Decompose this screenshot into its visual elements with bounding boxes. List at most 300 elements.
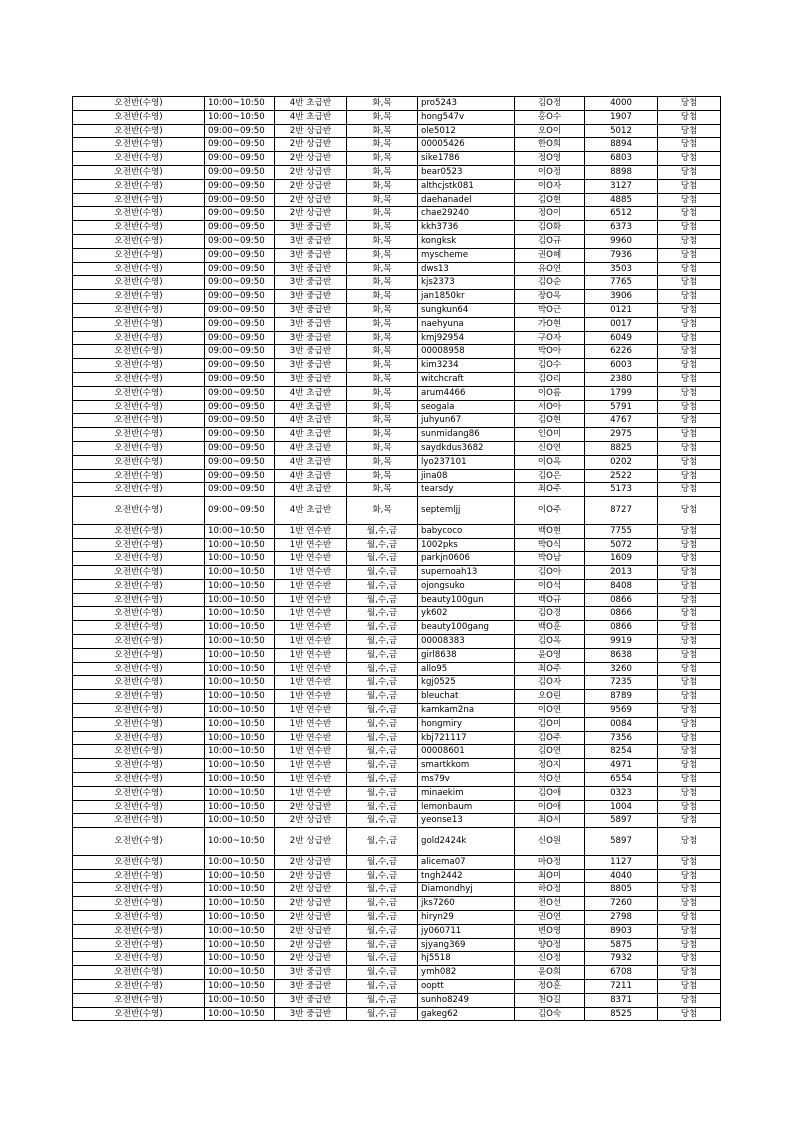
result-cell: 당첨 [658, 497, 721, 525]
result-cell: 당첨 [658, 97, 721, 111]
days-cell: 월,수,금 [347, 924, 418, 938]
applicant-name-cell: 석O선 [515, 773, 585, 787]
table-row [73, 966, 721, 980]
applicant-name-cell: 한O희 [515, 138, 585, 152]
days-cell: 화,목 [347, 372, 418, 386]
result-cell: 당첨 [658, 455, 721, 469]
result-cell: 당첨 [658, 152, 721, 166]
time-cell: 09:00~09:50 [205, 386, 275, 400]
class-cell: 4반 초급반 [275, 97, 347, 111]
course-cell: 오전반(수영) [73, 359, 205, 373]
class-cell: 3반 중급반 [275, 317, 347, 331]
result-cell: 당첨 [658, 786, 721, 800]
table-row [73, 786, 721, 800]
code-cell: 6512 [585, 207, 658, 221]
course-cell: 오전반(수영) [73, 690, 205, 704]
user-id-cell: Diamondhyj [418, 883, 515, 897]
table-row [73, 897, 721, 911]
code-cell: 3906 [585, 290, 658, 304]
code-cell: 5012 [585, 124, 658, 138]
class-cell: 1반 연수반 [275, 552, 347, 566]
time-cell: 10:00~10:50 [205, 828, 275, 856]
table-row [73, 331, 721, 345]
result-cell: 당첨 [658, 469, 721, 483]
days-cell: 화,목 [347, 414, 418, 428]
time-cell: 10:00~10:50 [205, 993, 275, 1007]
class-cell: 4반 초급반 [275, 414, 347, 428]
days-cell: 월,수,금 [347, 855, 418, 869]
course-cell: 오전반(수영) [73, 911, 205, 925]
time-cell: 10:00~10:50 [205, 938, 275, 952]
result-cell: 당첨 [658, 924, 721, 938]
days-cell: 화,목 [347, 262, 418, 276]
time-cell: 09:00~09:50 [205, 276, 275, 290]
days-cell: 월,수,금 [347, 662, 418, 676]
class-cell: 2반 상급반 [275, 179, 347, 193]
class-cell: 1반 연수반 [275, 635, 347, 649]
table-row [73, 538, 721, 552]
time-cell: 09:00~09:50 [205, 221, 275, 235]
days-cell: 화,목 [347, 97, 418, 111]
days-cell: 월,수,금 [347, 593, 418, 607]
result-cell: 당첨 [658, 110, 721, 124]
course-cell: 오전반(수영) [73, 179, 205, 193]
result-cell: 당첨 [658, 911, 721, 925]
class-cell: 4반 초급반 [275, 469, 347, 483]
days-cell: 월,수,금 [347, 552, 418, 566]
result-cell: 당첨 [658, 1007, 721, 1021]
course-cell: 오전반(수영) [73, 1007, 205, 1021]
time-cell: 10:00~10:50 [205, 635, 275, 649]
result-cell: 당첨 [658, 345, 721, 359]
code-cell: 1907 [585, 110, 658, 124]
result-cell: 당첨 [658, 262, 721, 276]
class-cell: 1반 연수반 [275, 662, 347, 676]
result-cell: 당첨 [658, 607, 721, 621]
days-cell: 월,수,금 [347, 800, 418, 814]
table-row [73, 483, 721, 497]
time-cell: 10:00~10:50 [205, 897, 275, 911]
result-cell: 당첨 [658, 566, 721, 580]
table-row [73, 414, 721, 428]
course-cell: 오전반(수영) [73, 924, 205, 938]
result-cell: 당첨 [658, 317, 721, 331]
course-cell: 오전반(수영) [73, 234, 205, 248]
user-id-cell: sunmidang86 [418, 428, 515, 442]
user-id-cell: jan1850kr [418, 290, 515, 304]
code-cell: 9960 [585, 234, 658, 248]
user-id-cell: hiryn29 [418, 911, 515, 925]
code-cell: 0323 [585, 786, 658, 800]
days-cell: 월,수,금 [347, 635, 418, 649]
user-id-cell: sike1786 [418, 152, 515, 166]
days-cell: 화,목 [347, 331, 418, 345]
code-cell: 8903 [585, 924, 658, 938]
days-cell: 화,목 [347, 497, 418, 525]
time-cell: 09:00~09:50 [205, 179, 275, 193]
time-cell: 09:00~09:50 [205, 345, 275, 359]
time-cell: 09:00~09:50 [205, 193, 275, 207]
days-cell: 화,목 [347, 276, 418, 290]
applicant-name-cell: 가O현 [515, 317, 585, 331]
time-cell: 10:00~10:50 [205, 814, 275, 828]
class-cell: 4반 초급반 [275, 497, 347, 525]
class-cell: 3반 중급반 [275, 303, 347, 317]
days-cell: 월,수,금 [347, 786, 418, 800]
code-cell: 7211 [585, 980, 658, 994]
table-row [73, 635, 721, 649]
user-id-cell: alicema07 [418, 855, 515, 869]
table-row [73, 759, 721, 773]
applicant-name-cell: 김O정 [515, 97, 585, 111]
time-cell: 10:00~10:50 [205, 731, 275, 745]
user-id-cell: gold2424k [418, 828, 515, 856]
code-cell: 8825 [585, 441, 658, 455]
result-cell: 당첨 [658, 234, 721, 248]
days-cell: 화,목 [347, 428, 418, 442]
user-id-cell: 00008601 [418, 745, 515, 759]
result-cell: 당첨 [658, 635, 721, 649]
table-row [73, 317, 721, 331]
days-cell: 화,목 [347, 483, 418, 497]
result-cell: 당첨 [658, 276, 721, 290]
user-id-cell: kamkam2na [418, 704, 515, 718]
result-cell: 당첨 [658, 221, 721, 235]
user-id-cell: ole5012 [418, 124, 515, 138]
time-cell: 10:00~10:50 [205, 717, 275, 731]
class-cell: 2반 상급반 [275, 924, 347, 938]
result-cell: 당첨 [658, 414, 721, 428]
user-id-cell: 00005426 [418, 138, 515, 152]
result-cell: 당첨 [658, 828, 721, 856]
table-row [73, 441, 721, 455]
applicant-name-cell: 김O은 [515, 469, 585, 483]
table-row [73, 193, 721, 207]
course-cell: 오전반(수영) [73, 262, 205, 276]
table-row [73, 234, 721, 248]
time-cell: 09:00~09:50 [205, 207, 275, 221]
result-cell: 당첨 [658, 165, 721, 179]
result-cell: 당첨 [658, 290, 721, 304]
course-cell: 오전반(수영) [73, 221, 205, 235]
result-cell: 당첨 [658, 331, 721, 345]
table-row [73, 524, 721, 538]
applicant-name-cell: 최O주 [515, 662, 585, 676]
class-cell: 2반 상급반 [275, 897, 347, 911]
result-cell: 당첨 [658, 800, 721, 814]
course-cell: 오전반(수영) [73, 579, 205, 593]
code-cell: 4000 [585, 97, 658, 111]
table-row [73, 828, 721, 856]
code-cell: 2013 [585, 566, 658, 580]
table-row [73, 345, 721, 359]
days-cell: 월,수,금 [347, 966, 418, 980]
code-cell: 7765 [585, 276, 658, 290]
class-cell: 1반 연수반 [275, 704, 347, 718]
days-cell: 월,수,금 [347, 745, 418, 759]
table-row [73, 855, 721, 869]
class-cell: 2반 상급반 [275, 828, 347, 856]
result-cell: 당첨 [658, 883, 721, 897]
user-id-cell: bleuchat [418, 690, 515, 704]
user-id-cell: 00008958 [418, 345, 515, 359]
applicant-name-cell: 이O주 [515, 497, 585, 525]
code-cell: 4885 [585, 193, 658, 207]
course-cell: 오전반(수영) [73, 855, 205, 869]
code-cell: 7356 [585, 731, 658, 745]
applicant-name-cell: 백O규 [515, 593, 585, 607]
result-cell: 당첨 [658, 662, 721, 676]
course-cell: 오전반(수영) [73, 483, 205, 497]
applicant-name-cell: 김O리 [515, 372, 585, 386]
class-cell: 3반 중급반 [275, 966, 347, 980]
course-cell: 오전반(수영) [73, 276, 205, 290]
user-id-cell: lyo237101 [418, 455, 515, 469]
table-row [73, 952, 721, 966]
user-id-cell: smartkkom [418, 759, 515, 773]
code-cell: 8894 [585, 138, 658, 152]
result-cell: 당첨 [658, 759, 721, 773]
course-cell: 오전반(수영) [73, 566, 205, 580]
table-body [73, 97, 721, 1021]
result-cell: 당첨 [658, 966, 721, 980]
table-row [73, 924, 721, 938]
table-row [73, 165, 721, 179]
applicant-name-cell: 오O이 [515, 124, 585, 138]
time-cell: 10:00~10:50 [205, 593, 275, 607]
class-cell: 2반 상급반 [275, 869, 347, 883]
code-cell: 3503 [585, 262, 658, 276]
applicant-name-cell: 이O애 [515, 800, 585, 814]
applicant-name-cell: 김O수 [515, 359, 585, 373]
time-cell: 09:00~09:50 [205, 248, 275, 262]
applicant-name-cell: 이O자 [515, 179, 585, 193]
user-id-cell: tearsdy [418, 483, 515, 497]
applicant-name-cell: 김O순 [515, 276, 585, 290]
applicant-name-cell: 장O옥 [515, 290, 585, 304]
applicant-name-cell: 신O정 [515, 952, 585, 966]
class-cell: 1반 연수반 [275, 759, 347, 773]
code-cell: 6049 [585, 331, 658, 345]
result-cell: 당첨 [658, 869, 721, 883]
table-row [73, 138, 721, 152]
table-row [73, 400, 721, 414]
time-cell: 10:00~10:50 [205, 911, 275, 925]
result-cell: 당첨 [658, 745, 721, 759]
user-id-cell: seogala [418, 400, 515, 414]
days-cell: 월,수,금 [347, 717, 418, 731]
applicant-name-cell: 김O연 [515, 745, 585, 759]
user-id-cell: arum4466 [418, 386, 515, 400]
applicant-name-cell: 신O연 [515, 441, 585, 455]
course-cell: 오전반(수영) [73, 552, 205, 566]
days-cell: 화,목 [347, 165, 418, 179]
applicant-name-cell: 박O아 [515, 345, 585, 359]
result-cell: 당첨 [658, 980, 721, 994]
user-id-cell: ooptt [418, 980, 515, 994]
course-cell: 오전반(수영) [73, 869, 205, 883]
user-id-cell: lemonbaum [418, 800, 515, 814]
class-cell: 2반 상급반 [275, 138, 347, 152]
code-cell: 5897 [585, 828, 658, 856]
time-cell: 10:00~10:50 [205, 952, 275, 966]
table-row [73, 911, 721, 925]
days-cell: 월,수,금 [347, 566, 418, 580]
class-cell: 4반 초급반 [275, 386, 347, 400]
result-cell: 당첨 [658, 897, 721, 911]
table-row [73, 993, 721, 1007]
course-cell: 오전반(수영) [73, 759, 205, 773]
table-row [73, 773, 721, 787]
result-cell: 당첨 [658, 179, 721, 193]
time-cell: 10:00~10:50 [205, 924, 275, 938]
class-cell: 2반 상급반 [275, 165, 347, 179]
applicant-name-cell: 이O름 [515, 386, 585, 400]
applicant-name-cell: 신O원 [515, 828, 585, 856]
time-cell: 09:00~09:50 [205, 262, 275, 276]
course-cell: 오전반(수영) [73, 966, 205, 980]
result-cell: 당첨 [658, 993, 721, 1007]
time-cell: 10:00~10:50 [205, 800, 275, 814]
applicant-name-cell: 김O미 [515, 717, 585, 731]
code-cell: 7936 [585, 248, 658, 262]
user-id-cell: kgj0525 [418, 676, 515, 690]
time-cell: 10:00~10:50 [205, 745, 275, 759]
table-row [73, 800, 721, 814]
days-cell: 월,수,금 [347, 828, 418, 856]
result-cell: 당첨 [658, 303, 721, 317]
code-cell: 2522 [585, 469, 658, 483]
table-row [73, 386, 721, 400]
course-cell: 오전반(수영) [73, 290, 205, 304]
table-row [73, 124, 721, 138]
time-cell: 10:00~10:50 [205, 552, 275, 566]
course-cell: 오전반(수영) [73, 717, 205, 731]
table-row [73, 593, 721, 607]
class-cell: 3반 중급반 [275, 290, 347, 304]
result-cell: 당첨 [658, 193, 721, 207]
course-cell: 오전반(수영) [73, 303, 205, 317]
course-cell: 오전반(수영) [73, 386, 205, 400]
time-cell: 09:00~09:50 [205, 428, 275, 442]
code-cell: 0866 [585, 607, 658, 621]
code-cell: 0084 [585, 717, 658, 731]
time-cell: 09:00~09:50 [205, 483, 275, 497]
course-cell: 오전반(수영) [73, 938, 205, 952]
user-id-cell: girl8638 [418, 648, 515, 662]
result-cell: 당첨 [658, 676, 721, 690]
applicant-name-cell: 구O자 [515, 331, 585, 345]
user-id-cell: chae29240 [418, 207, 515, 221]
table-row [73, 152, 721, 166]
time-cell: 09:00~09:50 [205, 152, 275, 166]
time-cell: 10:00~10:50 [205, 786, 275, 800]
days-cell: 월,수,금 [347, 883, 418, 897]
days-cell: 월,수,금 [347, 897, 418, 911]
days-cell: 화,목 [347, 455, 418, 469]
class-cell: 1반 연수반 [275, 566, 347, 580]
days-cell: 화,목 [347, 124, 418, 138]
code-cell: 2798 [585, 911, 658, 925]
time-cell: 09:00~09:50 [205, 469, 275, 483]
class-cell: 1반 연수반 [275, 538, 347, 552]
table-row [73, 731, 721, 745]
applicant-name-cell: 권O혜 [515, 248, 585, 262]
user-id-cell: sjyang369 [418, 938, 515, 952]
time-cell: 10:00~10:50 [205, 869, 275, 883]
code-cell: 3260 [585, 662, 658, 676]
applicant-name-cell: 이O석 [515, 579, 585, 593]
user-id-cell: hongmiry [418, 717, 515, 731]
course-cell: 오전반(수영) [73, 138, 205, 152]
class-cell: 4반 초급반 [275, 483, 347, 497]
days-cell: 월,수,금 [347, 704, 418, 718]
class-cell: 1반 연수반 [275, 676, 347, 690]
table-row [73, 97, 721, 111]
time-cell: 10:00~10:50 [205, 566, 275, 580]
result-cell: 당첨 [658, 855, 721, 869]
applicant-name-cell: 양O정 [515, 938, 585, 952]
result-cell: 당첨 [658, 248, 721, 262]
class-cell: 4반 초급반 [275, 110, 347, 124]
time-cell: 10:00~10:50 [205, 690, 275, 704]
course-cell: 오전반(수영) [73, 317, 205, 331]
applicant-name-cell: 김O현 [515, 193, 585, 207]
applicant-name-cell: 김O숙 [515, 1007, 585, 1021]
course-cell: 오전반(수영) [73, 704, 205, 718]
course-cell: 오전반(수영) [73, 814, 205, 828]
applicant-name-cell: 천O길 [515, 993, 585, 1007]
result-cell: 당첨 [658, 207, 721, 221]
time-cell: 10:00~10:50 [205, 648, 275, 662]
applicant-name-cell: 정O영 [515, 152, 585, 166]
days-cell: 화,목 [347, 110, 418, 124]
applicant-name-cell: 최O주 [515, 483, 585, 497]
user-id-cell: 00008383 [418, 635, 515, 649]
course-cell: 오전반(수영) [73, 400, 205, 414]
applicant-name-cell: 윤O희 [515, 966, 585, 980]
course-cell: 오전반(수영) [73, 662, 205, 676]
code-cell: 7932 [585, 952, 658, 966]
user-id-cell: bear0523 [418, 165, 515, 179]
user-id-cell: kim3234 [418, 359, 515, 373]
code-cell: 0202 [585, 455, 658, 469]
user-id-cell: beauty100gun [418, 593, 515, 607]
result-cell: 당첨 [658, 621, 721, 635]
course-cell: 오전반(수영) [73, 428, 205, 442]
time-cell: 09:00~09:50 [205, 317, 275, 331]
user-id-cell: witchcraft [418, 372, 515, 386]
user-id-cell: babycoco [418, 524, 515, 538]
course-cell: 오전반(수영) [73, 414, 205, 428]
course-cell: 오전반(수영) [73, 731, 205, 745]
code-cell: 1127 [585, 855, 658, 869]
course-cell: 오전반(수영) [73, 607, 205, 621]
course-cell: 오전반(수영) [73, 441, 205, 455]
time-cell: 10:00~10:50 [205, 980, 275, 994]
applicant-name-cell: 김O애 [515, 786, 585, 800]
days-cell: 화,목 [347, 386, 418, 400]
class-cell: 1반 연수반 [275, 786, 347, 800]
days-cell: 화,목 [347, 152, 418, 166]
time-cell: 10:00~10:50 [205, 773, 275, 787]
course-cell: 오전반(수영) [73, 497, 205, 525]
class-cell: 3반 중급반 [275, 221, 347, 235]
time-cell: 10:00~10:50 [205, 110, 275, 124]
code-cell: 2975 [585, 428, 658, 442]
table-row [73, 717, 721, 731]
code-cell: 2380 [585, 372, 658, 386]
